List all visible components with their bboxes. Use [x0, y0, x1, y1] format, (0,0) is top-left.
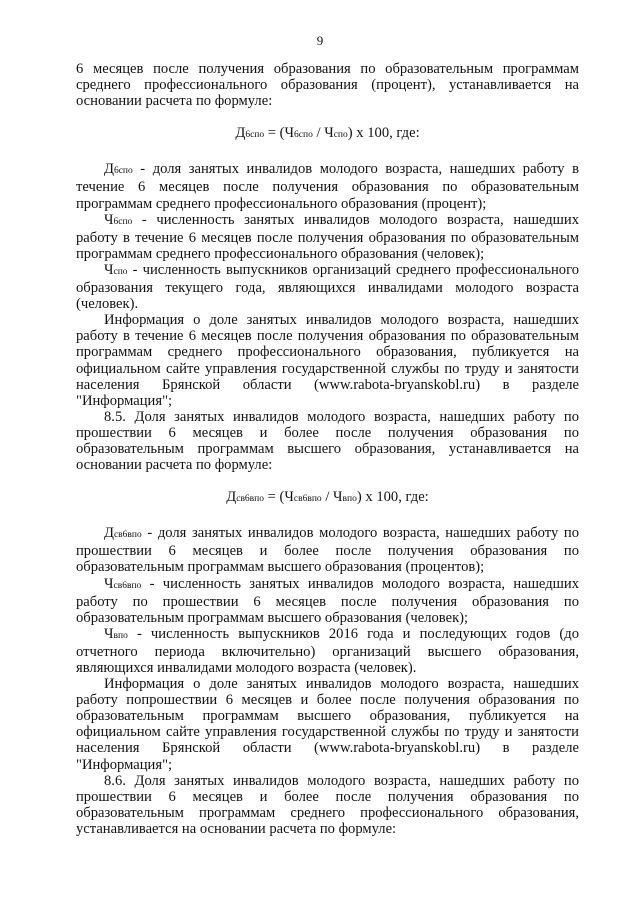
- document-body: [76, 61, 579, 837]
- formula-var: Ч: [284, 489, 294, 506]
- definition-text: - численность занятых инвалидов молодого возраста, нашедших работу по прошествии 6 месяцев после получения образования по образовательным программам высшего образования (человек);: [76, 575, 579, 626]
- var-symbol: Ч: [104, 211, 114, 228]
- definition-text: - доля занятых инвалидов молодого возраста, нашедших работу в течение 6 месяцев после получения образования по образовательным программам среднего профессионального образования (процент);: [76, 161, 579, 212]
- definition-chvpo: [76, 626, 579, 676]
- formula-sub: 6спо: [245, 130, 265, 141]
- var-sub: спо: [113, 266, 128, 277]
- var-sub: св6впо: [113, 580, 142, 591]
- page-number: 9: [316, 33, 324, 48]
- definition-chsv: [76, 576, 579, 626]
- var-symbol: Ч: [104, 575, 114, 592]
- var-sub: 6спо: [113, 216, 133, 227]
- formula-sub: впо: [342, 494, 357, 505]
- formula-var: Ч: [333, 489, 343, 506]
- paragraph-intro: 6 месяцев после получения образования по образовательным программам среднего профессионального образования (процент), устанавливается на основании расчета по формуле:: [76, 61, 579, 110]
- formula-tail: ) x 100, где:: [347, 125, 420, 142]
- formula-tail: ) x 100, где:: [356, 489, 429, 506]
- paragraph-8-5: 8.5. Доля занятых инвалидов молодого возраста, нашедших работу по прошествии 6 месяцев и более после получения образования по образовательным программам высшего образования, устанавливается на основании расчета по формуле:: [76, 408, 579, 474]
- paragraph-info-spo: Информация о доле занятых инвалидов молодого возраста, нашедших работу в течение 6 месяцев после получения образования по образовательным программам среднего профессионального образования, публикуется на официальном сайте управления государственной службы по труду и занятости населения Брянской области (www.rabota-bryanskobl.ru) в разделе "Информация";: [76, 312, 579, 409]
- formula-var: Д: [235, 125, 246, 142]
- definition-text: - численность выпускников организаций среднего профессионального образования текущего года, являющихся инвалидами молодого возраста (человек).: [76, 261, 579, 313]
- formula-sub: 6спо: [294, 130, 313, 141]
- var-sub: впо: [113, 630, 128, 641]
- formula-var: Д: [226, 489, 237, 506]
- definition-text: - численность выпускников 2016 года и последующих годов (до отчетного периода включительно) организаций высшего образования, являющихся инвалидами молодого возраста (человек).: [76, 625, 579, 676]
- definition-ch6spo: [76, 212, 579, 262]
- formula-op: = (: [264, 489, 285, 506]
- formula-vpo: [76, 489, 579, 507]
- formula-sub: спо: [333, 130, 348, 141]
- formula-var: Ч: [324, 125, 334, 142]
- definition-d6spo: [76, 161, 579, 211]
- formula-sub: св6впо: [293, 494, 322, 505]
- formula-var: Ч: [284, 125, 295, 142]
- var-sub: св6впо: [113, 530, 142, 541]
- formula-spo: [76, 125, 579, 143]
- formula-op: /: [321, 489, 334, 506]
- definition-dsv: [76, 525, 579, 575]
- paragraph-8-6: 8.6. Доля занятых инвалидов молодого возраста, нашедших работу по прошествии 6 месяцев и более после получения образования по образовательным программам среднего профессионального образования, устанавливается на основании расчета по формуле:: [76, 772, 579, 837]
- definition-chspo: [76, 262, 579, 312]
- var-symbol: Ч: [104, 625, 114, 642]
- definition-text: - численность занятых инвалидов молодого возраста, нашедших работу в течение 6 месяцев после получения образования по образовательным программам среднего профессионального образования (человек);: [76, 211, 579, 262]
- var-symbol: Д: [104, 525, 114, 542]
- paragraph-info-vpo: Информация о доле занятых инвалидов молодого возраста, нашедших работу попрошествии 6 месяцев и более после получения образования по образовательным программам высшего образования, публикуется на официальном сайте управления государственной службы по труду и занятости населения Брянской области (www.rabota-bryanskobl.ru) в разделе "Информация";: [76, 676, 579, 773]
- definition-text: - доля занятых инвалидов молодого возраста, нашедших работу по прошествии 6 месяцев и более после получения образования по образовательным программам высшего образования (процентов);: [76, 525, 579, 576]
- formula-op: /: [312, 125, 325, 142]
- var-sub: 6спо: [113, 166, 133, 177]
- formula-sub: св6впо: [236, 494, 265, 505]
- var-symbol: Ч: [104, 261, 114, 278]
- var-symbol: Д: [104, 161, 114, 178]
- formula-op: = (: [264, 125, 285, 142]
